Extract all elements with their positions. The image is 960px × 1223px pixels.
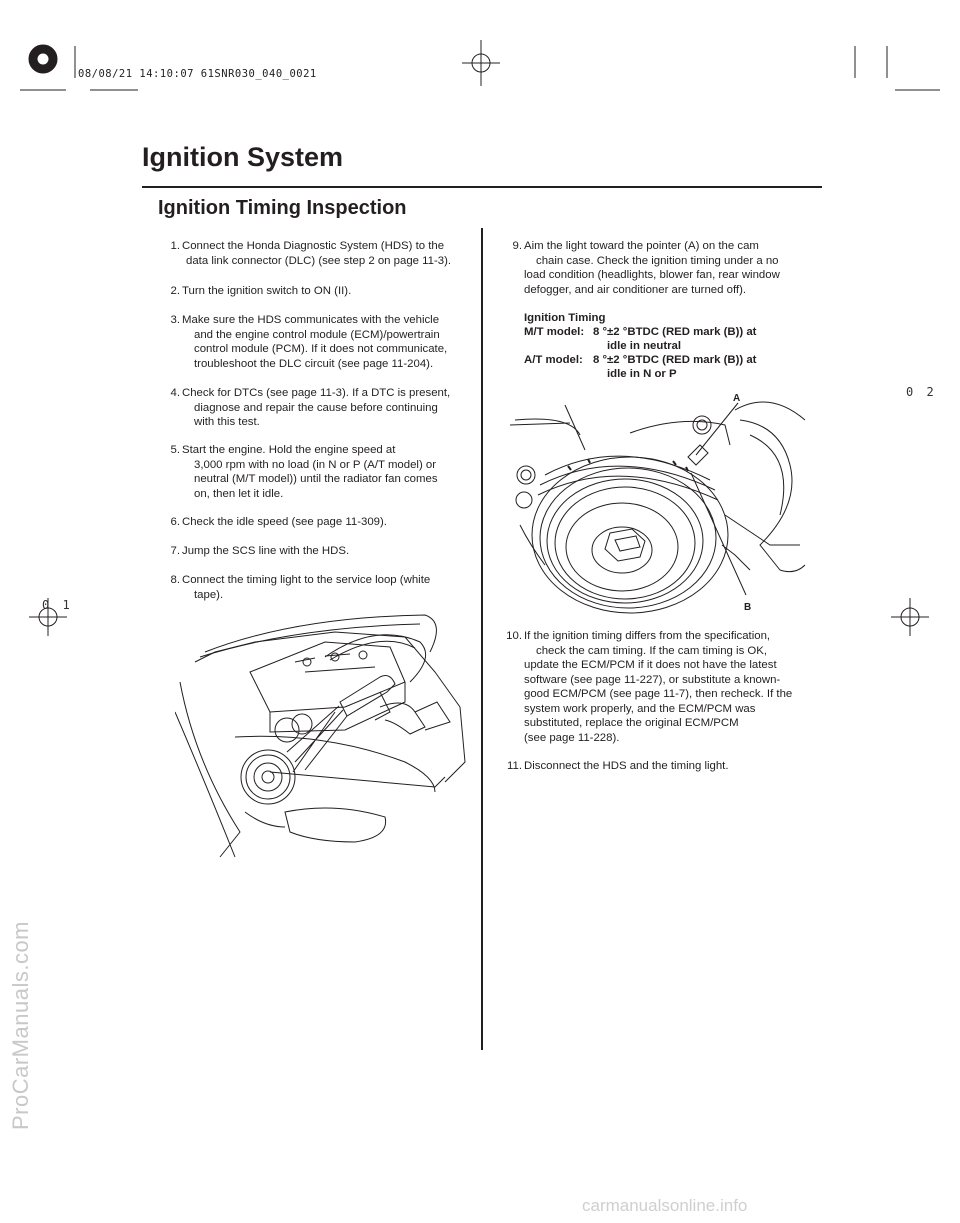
step-number: 8. xyxy=(170,574,180,586)
step-line: load condition (headlights, blower fan, rear window xyxy=(524,269,780,281)
step-line: check the cam timing. If the cam timing is OK, xyxy=(536,644,768,657)
step-number: 11. xyxy=(507,760,522,772)
step-line: defogger, and air conditioner are turned off). xyxy=(524,283,747,296)
step-line: 3,000 rpm with no load (in N or P (A/T model) or xyxy=(194,458,437,471)
step-number: 4. xyxy=(170,387,180,399)
step-line: diagnose and repair the cause before continuing xyxy=(194,401,438,414)
step-line: software (see page 11-227), or substitute a known- xyxy=(524,673,781,686)
step-line: Start the engine. Hold the engine speed at xyxy=(182,444,396,456)
step-line: Check the idle speed (see page 11-309). xyxy=(182,516,387,528)
step-line: (see page 11-228). xyxy=(524,731,620,744)
step-number: 1. xyxy=(170,240,180,252)
step-line: Disconnect the HDS and the timing light. xyxy=(524,760,729,772)
step-line: chain case. Check the ignition timing under a no xyxy=(536,254,779,267)
step-line: good ECM/PCM (see page 11-7), then recheck. If the xyxy=(524,688,793,700)
step-number: 3. xyxy=(170,314,180,326)
mt-model-value-cont: idle in neutral xyxy=(607,340,682,352)
column-divider xyxy=(481,228,483,1050)
step-line: Connect the timing light to the service loop (white xyxy=(182,574,431,586)
step-line: Check for DTCs (see page 11-3). If a DTC is present, xyxy=(182,387,451,399)
step-number: 5. xyxy=(170,444,180,456)
section-title: Ignition Timing Inspection xyxy=(158,197,407,219)
page-title: Ignition System xyxy=(142,142,344,172)
side-watermark: ProCarManuals.com xyxy=(8,920,33,1130)
step-line: Aim the light toward the pointer (A) on the cam xyxy=(524,240,759,252)
step-line: data link connector (DLC) (see step 2 on page 11-3). xyxy=(186,254,452,267)
step-line: tape). xyxy=(194,588,224,601)
ignition-timing-heading: Ignition Timing xyxy=(524,312,606,324)
step-number: 10. xyxy=(506,630,522,642)
step-line: on, then let it idle. xyxy=(194,487,284,500)
step-line: update the ECM/PCM if it does not have the latest xyxy=(524,659,777,671)
step-number: 7. xyxy=(170,545,180,557)
step-line: Make sure the HDS communicates with the vehicle xyxy=(182,314,440,326)
mt-model-value: 8 °±2 °BTDC (RED mark (B)) at xyxy=(593,326,757,338)
mt-model-label: M/T model: xyxy=(524,326,585,338)
side-mark-right: 0 2 xyxy=(906,385,937,399)
at-model-value: 8 °±2 °BTDC (RED mark (B)) at xyxy=(593,354,757,366)
bottom-watermark: carmanualsonline.info xyxy=(582,1196,748,1215)
step-line: system work properly, and the ECM/PCM was xyxy=(524,702,756,715)
step-line: control module (PCM). If it does not communicate, xyxy=(194,343,448,355)
step-line: and the engine control module (ECM)/powertrain xyxy=(194,328,440,341)
step-number: 9. xyxy=(512,240,522,252)
at-model-label: A/T model: xyxy=(524,354,583,366)
step-line: Connect the Honda Diagnostic System (HDS) to the xyxy=(182,240,445,252)
step-number: 2. xyxy=(170,285,180,297)
step-line: troubleshoot the DLC circuit (see page 11-204). xyxy=(194,357,434,370)
at-model-value-cont: idle in N or P xyxy=(607,368,677,380)
step-line: substituted, replace the original ECM/PCM xyxy=(524,717,739,729)
step-line: with this test. xyxy=(194,416,260,428)
callout-b-label: B xyxy=(744,602,752,613)
print-timestamp: 08/08/21 14:10:07 61SNR030_040_0021 xyxy=(78,68,317,80)
side-mark-left: 0 1 xyxy=(42,598,73,612)
step-line: Jump the SCS line with the HDS. xyxy=(182,545,350,557)
callout-a-label: A xyxy=(733,393,741,404)
step-number: 6. xyxy=(170,516,180,528)
timing-light-illustration xyxy=(175,612,470,862)
step-line: Turn the ignition switch to ON (II). xyxy=(182,285,352,297)
step-line: If the ignition timing differs from the specification, xyxy=(524,630,771,642)
title-rule xyxy=(142,186,822,188)
step-line: neutral (M/T model)) until the radiator fan comes xyxy=(194,473,438,485)
crank-pulley-illustration xyxy=(510,395,810,615)
